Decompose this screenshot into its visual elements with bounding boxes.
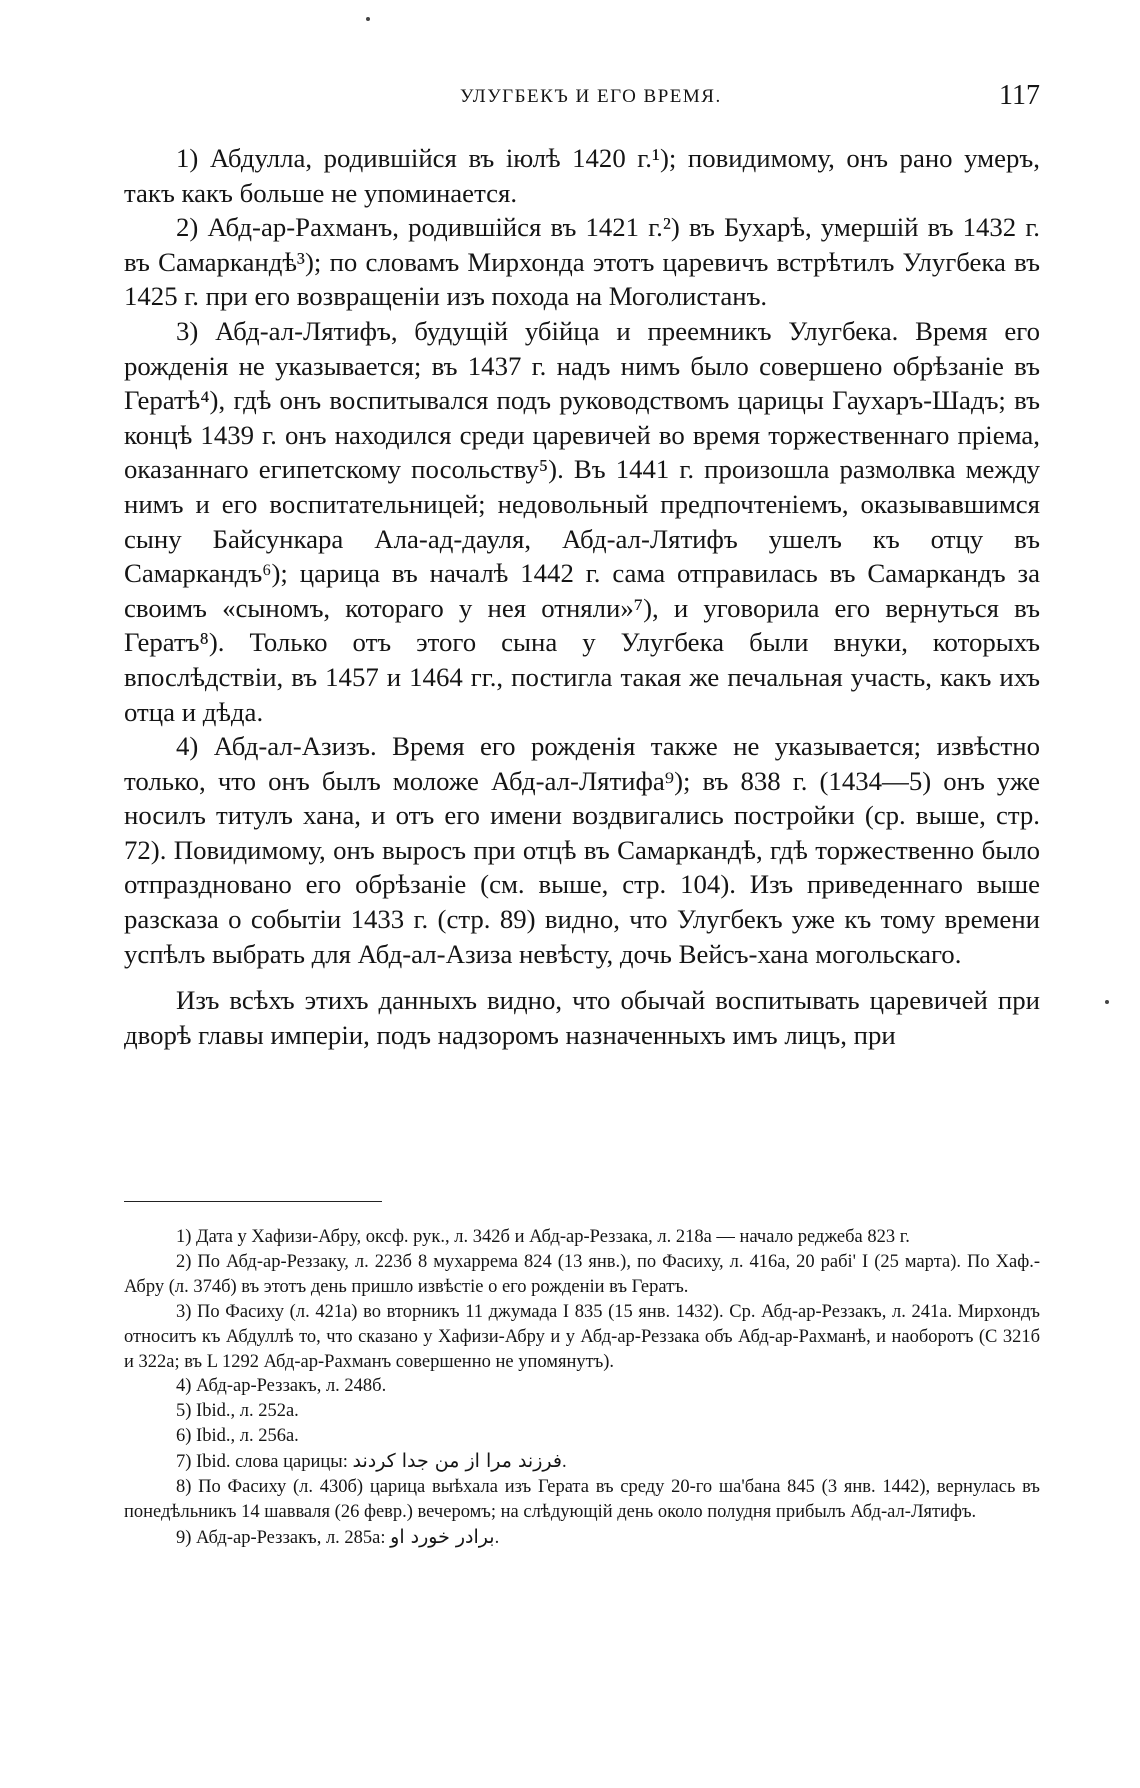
running-title: УЛУГБЕКЪ И ЕГО ВРЕМЯ. (460, 86, 722, 107)
footnote-7-end: . (561, 1452, 567, 1473)
running-head (120, 80, 1040, 120)
footnote-7 (124, 1449, 1040, 1475)
footnote-3: 3) По Фасиху (л. 421а) во вторникъ 11 джумада I 835 (15 янв. 1432). Ср. Абд-ар-Реззакъ, л. 241а. Мирхондъ относитъ къ Абдуллѣ то, что сказано у Хафизи-Абру и у Абд-ар-Реззака объ Абд-ар-Рахманѣ, и наоборотъ (С 321б и 322а; въ L 1292 Абд-ар-Рахманъ совершенно не упомянутъ). (124, 1301, 1040, 1372)
page-number: 117 (999, 80, 1040, 111)
main-text (124, 141, 1040, 1052)
paragraph-abdulla: 1) Абдулла, родившійся въ іюлѣ 1420 г.¹); повидимому, онъ рано умеръ, такъ какъ больше не упоминается. (124, 143, 1040, 208)
footnote-6: 6) Ibid., л. 256а. (176, 1426, 299, 1447)
paragraph-abd-ar-rahman: 2) Абд-ар-Рахманъ, родившійся въ 1421 г.²) въ Бухарѣ, умершій въ 1432 г. въ Самаркандѣ³); по словамъ Мирхонда этотъ царевичъ встрѣтилъ Улугбека въ 1425 г. при его возвращеніи изъ похода на Моголистанъ. (124, 212, 1040, 312)
footnote-9-arabic-quote: برادر خورد او (390, 1525, 495, 1548)
footnote-5: 5) Ibid., л. 252а. (176, 1401, 299, 1422)
footnote-4: 4) Абд-ар-Реззакъ, л. 248б. (176, 1376, 387, 1397)
footnote-9-end: . (494, 1527, 500, 1548)
footnote-9-text: 9) Абд-ар-Реззакъ, л. 285а: (176, 1527, 391, 1548)
paper-speck (366, 17, 370, 21)
footnote-8: 8) По Фасиху (л. 430б) царица выѣхала изъ Герата въ среду 20-го ша'бана 845 (3 янв. 1442), вернулась въ понедѣльникъ 14 шавваля (26 февр.) вечеромъ; на слѣдующій день около полудня прибылъ Абд-ал-Лятифъ. (124, 1477, 1040, 1522)
footnote-7-text: 7) Ibid. слова царицы: (176, 1452, 353, 1473)
footnote-2: 2) По Абд-ар-Реззаку, л. 223б 8 мухаррема 824 (13 янв.), по Фасиху, л. 416а, 20 рабі' I (25 марта). По Хаф.-Абру (л. 374б) въ этотъ день пришло извѣстіе о его рожденіи въ Гератъ. (124, 1251, 1040, 1297)
footnotes (124, 1225, 1040, 1551)
paragraph-abd-al-aziz: 4) Абд-ал-Азизъ. Время его рожденія также не указывается; извѣстно только, что онъ былъ моложе Абд-ал-Лятифа⁹); въ 838 г. (1434—5) онъ уже носилъ титулъ хана, и отъ его имени воздвигались постройки (ср. выше, стр. 72). Повидимому, онъ выросъ при отцѣ въ Самаркандѣ, гдѣ торжественно было отпраздновано его обрѣзаніе (см. выше, стр. 104). Изъ приведеннаго выше разсказа о событіи 1433 г. (стр. 89) видно, что Улугбекъ уже къ тому времени успѣлъ выбрать для Абд-ал-Азиза невѣсту, дочь Вейсъ-хана могольскаго. (124, 731, 1040, 969)
paragraph-abd-al-latif: 3) Абд-ал-Лятифъ, будущій убійца и преемникъ Улугбека. Время его рожденія не указывается; въ 1437 г. надъ нимъ было совершено обрѣзаніе въ Гератѣ⁴), гдѣ онъ воспитывался подъ руководствомъ царицы Гаухаръ-Шадъ; въ концѣ 1439 г. онъ находился среди царевичей во время торжественнаго пріема, оказаннаго египетскому посольству⁵). Въ 1441 г. произошла размолвка между нимъ и его воспитательницей; недовольный предпочтеніемъ, оказывавшимся сыну Байсункара Ала-ад-дауля, Абд-ал-Лятифъ ушелъ къ отцу въ Самаркандъ⁶); царица въ началѣ 1442 г. сама отправилась въ Самаркандъ за своимъ «сыномъ, котораго у нея отняли»⁷), и уговорила его вернуться въ Гератъ⁸). Только отъ этого сына у Улугбека были внуки, которыхъ впослѣдствіи, въ 1457 и 1464 гг., постигла такая же печальная участь, какъ ихъ отца и дѣда. (124, 315, 1040, 727)
footnote-9 (124, 1525, 1040, 1551)
footnote-7-arabic-quote: فرزند مرا از من جدا كردند (352, 1450, 562, 1473)
footnote-divider (124, 1201, 382, 1202)
footnote-1: 1) Дата у Хафизи-Абру, оксф. рук., л. 342б и Абд-ар-Реззака, л. 218а — начало реджеба 823 г. (176, 1227, 910, 1247)
paper-speck (1105, 1000, 1109, 1004)
paragraph-conclusion: Изъ всѣхъ этихъ данныхъ видно, что обычай воспитывать царевичей при дворѣ главы имперіи, подъ надзоромъ назначенныхъ имъ лицъ, при (124, 985, 1040, 1050)
